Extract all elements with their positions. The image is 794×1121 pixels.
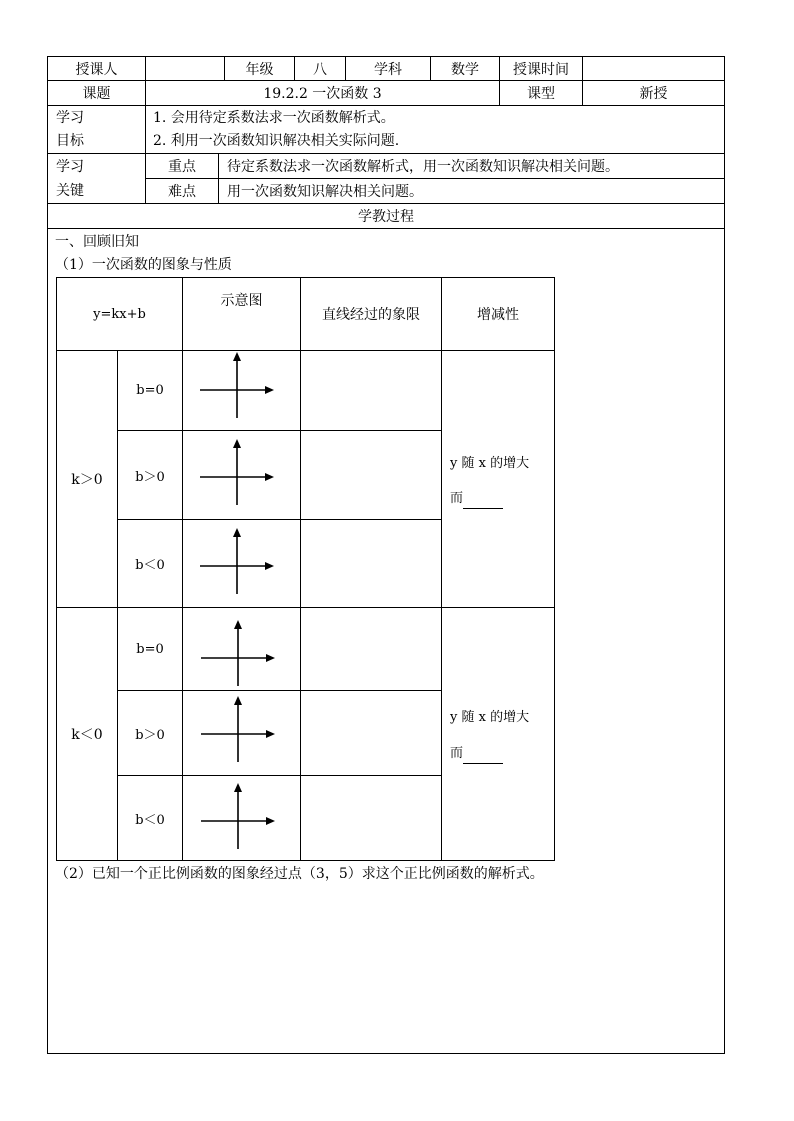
topic-value: 19.2.2 一次函数 3 bbox=[145, 80, 500, 106]
head-diagram: 示意图 bbox=[182, 277, 301, 351]
type-value: 新授 bbox=[582, 80, 725, 106]
monotonic-cell-k-negative bbox=[441, 607, 555, 861]
k-positive-label: k＞0 bbox=[56, 350, 118, 608]
head-formula: y=kx+b bbox=[56, 277, 183, 351]
coordinate-axes-icon bbox=[198, 618, 278, 690]
answer-blank[interactable] bbox=[463, 749, 503, 764]
subject-value: 数学 bbox=[430, 56, 500, 81]
monotonic-cell-k-positive bbox=[441, 350, 555, 608]
goal-item: 1. 会用待定系数法求一次函数解析式。 bbox=[153, 110, 395, 126]
monotonic-line2: 而 bbox=[450, 744, 503, 764]
subject-label: 学科 bbox=[345, 56, 431, 81]
goals-label-cell bbox=[47, 105, 146, 154]
section1-title: 一、回顾旧知 bbox=[55, 234, 139, 250]
coordinate-axes-icon bbox=[198, 694, 278, 766]
b-positive-label: b＞0 bbox=[117, 690, 183, 776]
goals-label-line2: 目标 bbox=[56, 133, 84, 149]
time-value bbox=[582, 56, 725, 81]
topic-label: 课题 bbox=[47, 80, 146, 106]
grade-value: 八 bbox=[294, 56, 346, 81]
quadrants-answer-cell bbox=[300, 350, 442, 431]
process-title: 学教过程 bbox=[47, 203, 725, 229]
quadrants-answer-cell bbox=[300, 430, 442, 520]
quadrants-answer-cell bbox=[300, 519, 442, 608]
focus-label: 重点 bbox=[145, 153, 219, 179]
teacher-label: 授课人 bbox=[47, 56, 146, 81]
coordinate-axes-icon bbox=[198, 781, 278, 853]
head-quadrants: 直线经过的象限 bbox=[300, 277, 442, 351]
goals-label-line1: 学习 bbox=[56, 110, 84, 126]
b-positive-label: b＞0 bbox=[117, 430, 183, 520]
grade-label: 年级 bbox=[224, 56, 295, 81]
b-zero-label: b=0 bbox=[117, 350, 183, 431]
q1-title: （1）一次函数的图象与性质 bbox=[55, 257, 232, 273]
coordinate-axes-icon bbox=[197, 350, 277, 422]
quadrants-answer-cell bbox=[300, 607, 442, 691]
head-monotonic: 增减性 bbox=[441, 277, 555, 351]
monotonic-line2: 而 bbox=[450, 489, 503, 509]
monotonic-line1: y 随 x 的增大 bbox=[450, 710, 530, 725]
coordinate-axes-icon bbox=[197, 526, 277, 598]
keys-label-cell bbox=[47, 153, 146, 204]
difficulty-text: 用一次函数知识解决相关问题。 bbox=[218, 178, 725, 204]
monotonic-line1: y 随 x 的增大 bbox=[450, 456, 530, 471]
goal-item: 2. 利用一次函数知识解决相关实际问题. bbox=[153, 133, 400, 149]
difficulty-label: 难点 bbox=[145, 178, 219, 204]
q2-text: （2）已知一个正比例函数的图象经过点（3，5）求这个正比例函数的解析式。 bbox=[55, 866, 544, 882]
quadrants-answer-cell bbox=[300, 775, 442, 861]
focus-text: 待定系数法求一次函数解析式，用一次函数知识解决相关问题。 bbox=[218, 153, 725, 179]
b-negative-label: b＜0 bbox=[117, 775, 183, 861]
coordinate-axes-icon bbox=[197, 437, 277, 509]
teacher-value bbox=[145, 56, 225, 81]
keys-label-line1: 学习 bbox=[56, 159, 84, 175]
keys-label-line2: 关键 bbox=[56, 183, 84, 199]
time-label: 授课时间 bbox=[499, 56, 583, 81]
k-negative-label: k＜0 bbox=[56, 607, 118, 861]
answer-blank[interactable] bbox=[463, 494, 503, 509]
b-zero-label: b=0 bbox=[117, 607, 183, 691]
goals-content-cell bbox=[145, 105, 725, 154]
type-label: 课型 bbox=[499, 80, 583, 106]
quadrants-answer-cell bbox=[300, 690, 442, 776]
b-negative-label: b＜0 bbox=[117, 519, 183, 608]
